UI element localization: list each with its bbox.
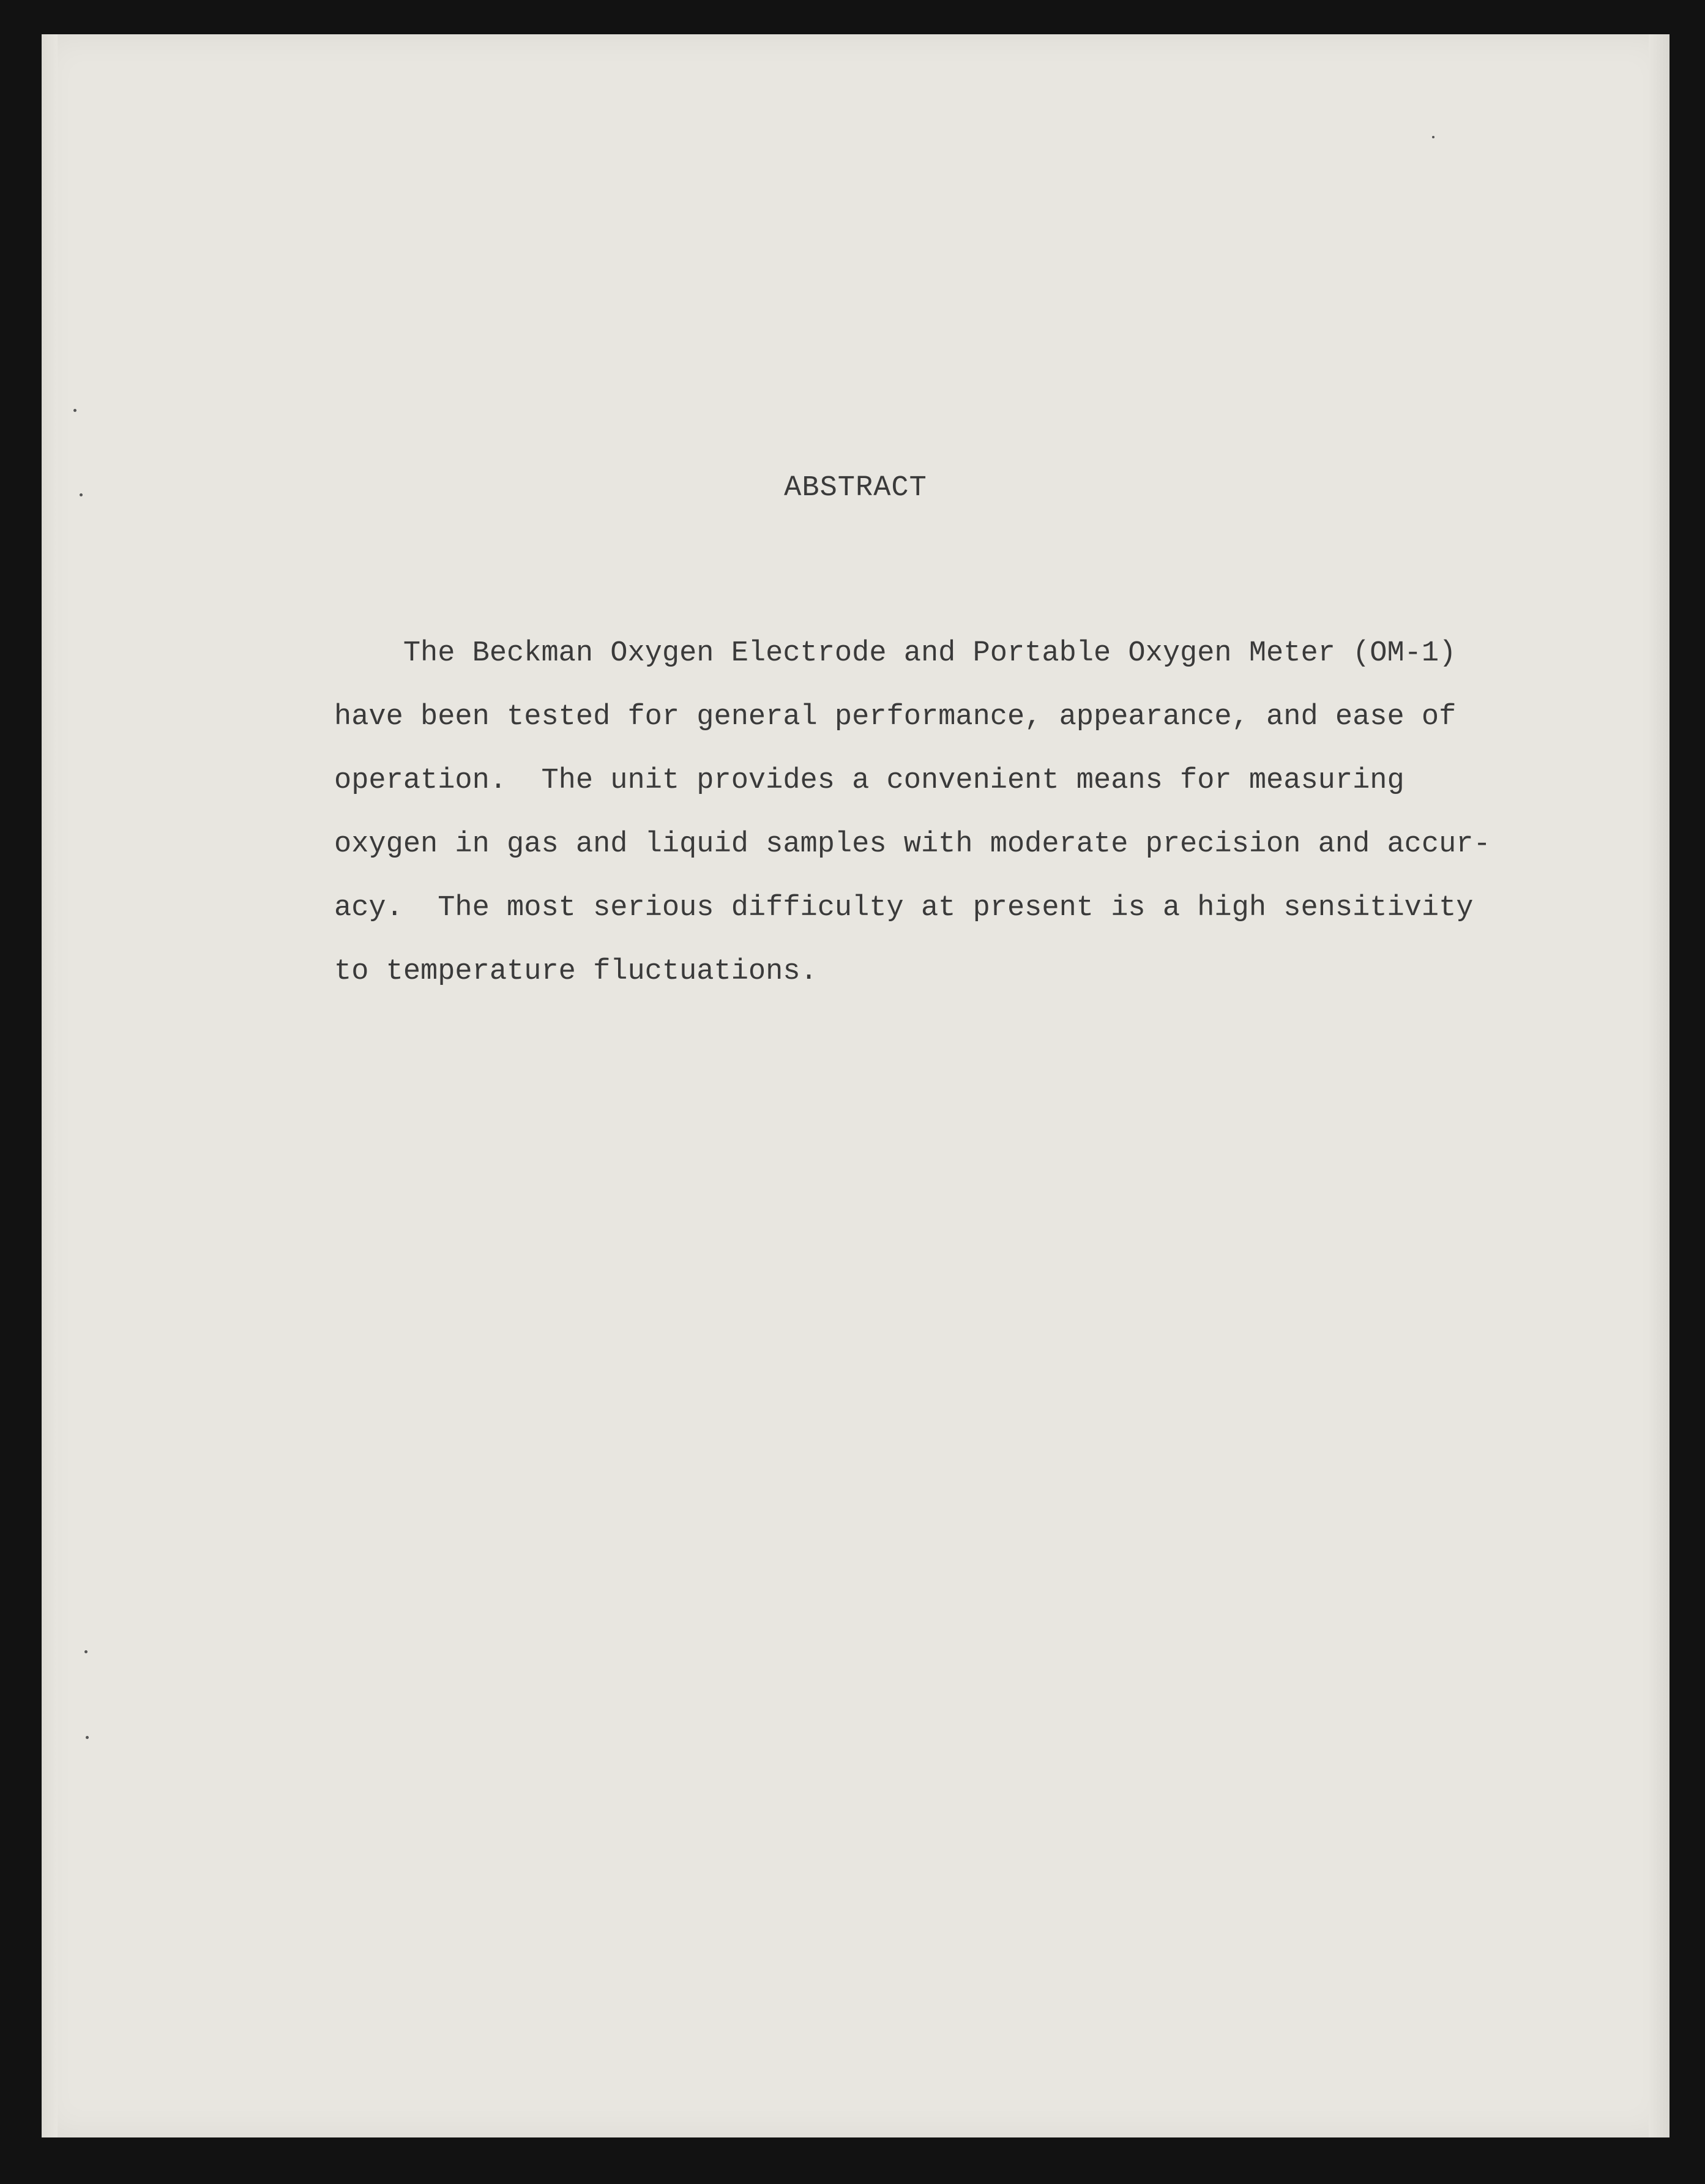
paper-speck bbox=[73, 409, 76, 412]
abstract-line: acy. The most serious difficulty at present is a high sensitivity bbox=[334, 892, 1474, 924]
paper-speck bbox=[84, 1650, 88, 1653]
abstract-paragraph bbox=[334, 622, 1497, 1004]
paper-speck bbox=[86, 1736, 89, 1739]
abstract-line: The Beckman Oxygen Electrode and Portable Oxygen Meter (OM-1) bbox=[334, 637, 1457, 670]
abstract-line: have been tested for general performance, appearance, and ease of bbox=[334, 701, 1457, 733]
paper-right-edge bbox=[1649, 34, 1670, 2137]
abstract-title: ABSTRACT bbox=[784, 472, 927, 504]
paper-speck bbox=[80, 493, 83, 496]
abstract-line: oxygen in gas and liquid samples with moderate precision and accur- bbox=[334, 828, 1491, 861]
paper-left-edge bbox=[42, 34, 58, 2137]
paper-sheet bbox=[42, 34, 1670, 2137]
abstract-line: operation. The unit provides a convenient means for measuring bbox=[334, 765, 1405, 797]
paper-speck bbox=[1432, 136, 1435, 138]
abstract-line: to temperature fluctuations. bbox=[334, 956, 818, 988]
